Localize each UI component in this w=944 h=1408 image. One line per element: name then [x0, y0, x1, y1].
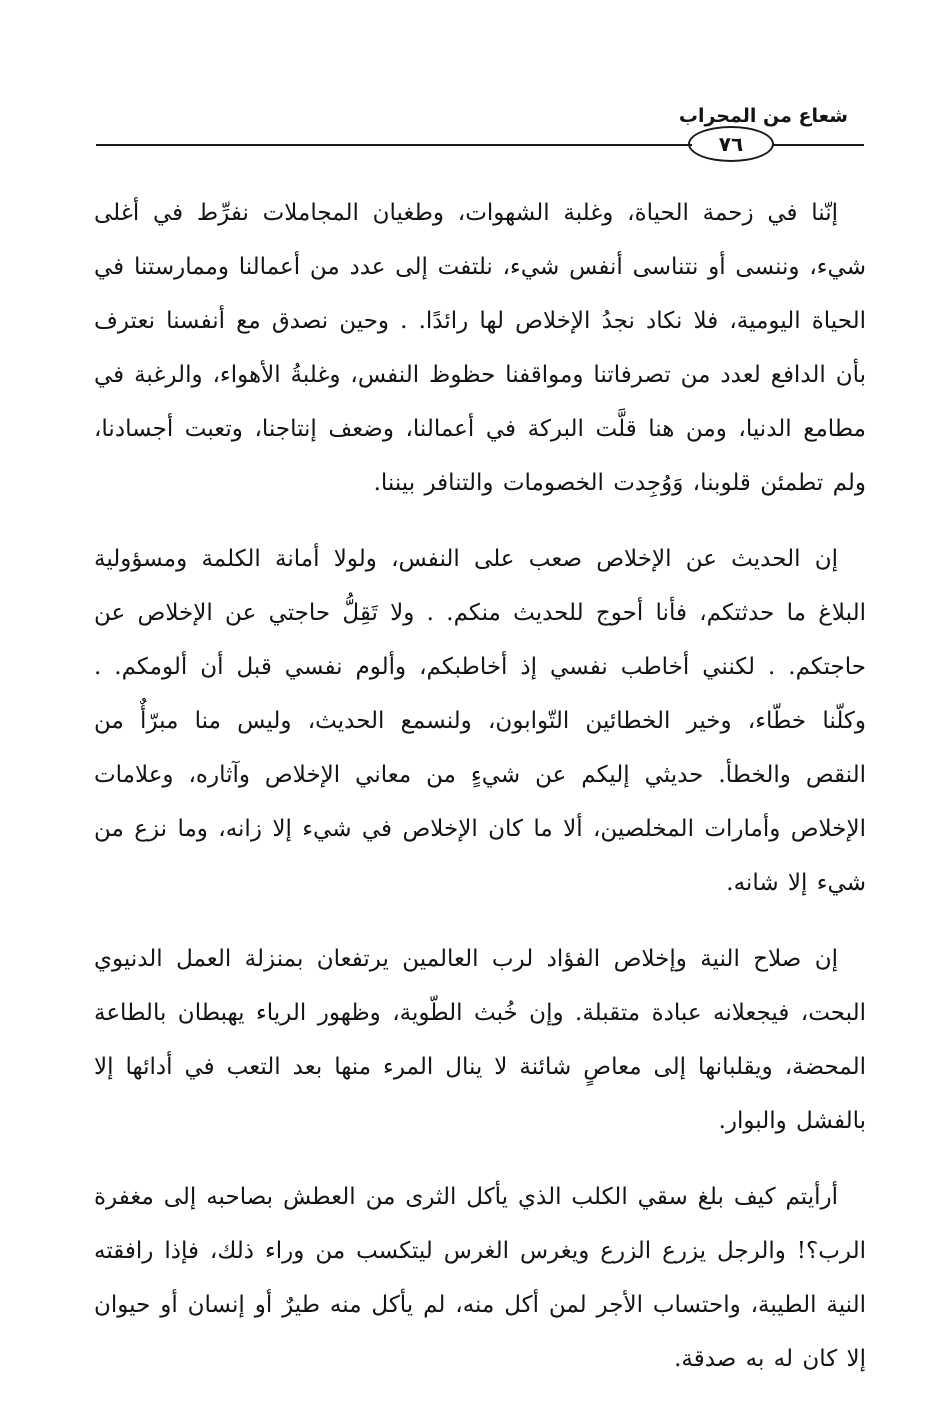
paragraph-3: إن صلاح النية وإخلاص الفؤاد لرب العالمين يرتفعان بمنزلة العمل الدنيوي البحت، فيجعلانه عبادة متقبلة. وإن خُبث الطّوية، وظهور الرياء يهبطان بالطاعة المحضة، ويقلبانها إلى معاصٍ شائنة لا ينال المرء منها بعد التعب في أدائها إلا بالفشل والبوار. [94, 946, 866, 1134]
paragraph-4: أرأيتم كيف بلغ سقي الكلب الذي يأكل الثرى من العطش بصاحبه إلى مغفرة الرب؟! والرجل يزرع الزرع ويغرس الغرس ليتكسب من وراء ذلك، فإذا رافقته النية الطيبة، واحتساب الأجر لمن أكل منه، لم يأكل منه طيرٌ أو إنسان أو حيوان إلا كان له به صدقة. [94, 1184, 866, 1372]
page-number-badge: ٧٦ [688, 126, 774, 162]
header-rule-left [96, 144, 692, 146]
running-head-title: شعاع من المحراب [678, 105, 848, 127]
header-rule-right [772, 144, 864, 146]
body-text [94, 186, 866, 1408]
paragraph-1: إنّنا في زحمة الحياة، وغلبة الشهوات، وطغيان المجاملات نفرِّط في أغلى شيء، وننسى أو نتناسى أنفس شيء، نلتفت إلى عدد من أعمالنا وممارستنا في الحياة اليومية، فلا نكاد نجدُ الإخلاص لها رائدًا. . وحين نصدق مع أنفسنا نعترف بأن الدافع لعدد من تصرفاتنا ومواقفنا حظوظ النفس، وغلبةُ الأهواء، والرغبة في مطامع الدنيا، ومن هنا قلَّت البركة في أعمالنا، وضعف إنتاجنا، وتعبت أجسادنا، ولم تطمئن قلوبنا، وَوُجِدت الخصومات والتنافر بيننا. [94, 200, 866, 496]
paragraph-2: إن الحديث عن الإخلاص صعب على النفس، ولولا أمانة الكلمة ومسؤولية البلاغ ما حدثتكم، فأنا أحوج للحديث منكم. . ولا تَقِلُّ حاجتي عن الإخلاص عن حاجتكم. . لكنني أخاطب نفسي إذ أخاطبكم، وألوم نفسي قبل أن ألومكم. . وكلّنا خطّاء، وخير الخطائين التّوابون، ولنسمع الحديث، وليس منا مبرّأٌ من النقص والخطأ. حديثي إليكم عن شيءٍ من معاني الإخلاص وآثاره، وعلامات الإخلاص وأمارات المخلصين، ألا ما كان الإخلاص في شيء إلا زانه، وما نزع من شيء إلا شانه. [94, 546, 866, 896]
